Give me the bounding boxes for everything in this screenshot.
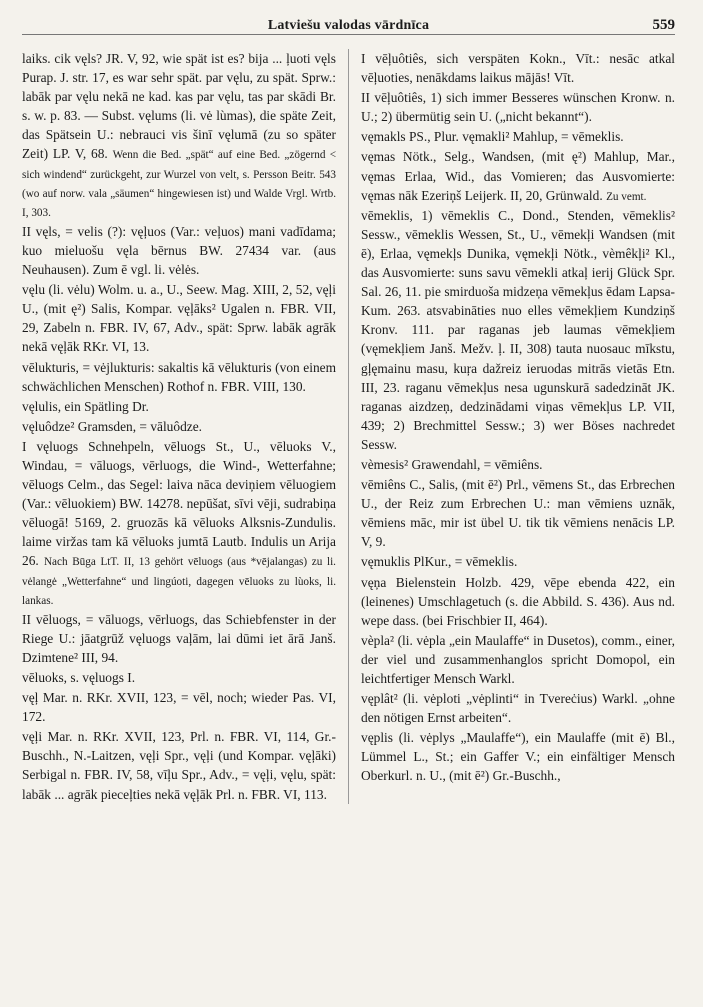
entry-veplat: vęplât² (li. vėploti „vėplinti“ in Tvereċius) Warkl. „ohne den nötigen Ernst arbeiten“. bbox=[361, 691, 675, 726]
entry-vepa: vęņa Bielenstein Holzb. 429, vēpe ebenda 422, ein (leinenes) Umschlagetuch (s. die Abbild. S. 436). Aus nd. wepe dass. (bei Frischbier II, 464). bbox=[361, 574, 675, 628]
entry-vel: vęļ Mar. n. RKr. XVII, 123, = vēl, noch; wieder Pas. VI, 172. bbox=[22, 690, 336, 725]
page-header bbox=[22, 0, 675, 35]
entry-veli: vęļi Mar. n. RKr. XVII, 123, Prl. n. FBR. VI, 114, Gr.-Buschh., N.-Laitzen, vęļi Spr., vęļi (und Kompar. vęļāki) Serbigal n. FBR. IV, 58, vīļu Spr., Adv., = vęļi, vęlu, spät: labāk ... agrāk pieceļties nekā vęļāk Prl. n. FBR. VI, 113. bbox=[22, 729, 336, 802]
etymology-note: Wenn die Bed. „spät“ auf eine Bed. „zögernd < sich windend“ zurückgeht, zur Wurzel von velt, s. Persson Beitr. 543 (wo auf norw. vala „säumen“ hingewiesen ist) und Walde Vrgl. Wrtb. I, 303. bbox=[22, 149, 336, 219]
entry-vels-ii: II vęls, = velis (?): vęļuos (Var.: veļuos) mani vadīdama; kuo mieluošu vęla bērnus BW. 27434 var. (aus Neuhausen). Zum ē vgl. li. vėlės. bbox=[22, 223, 336, 278]
etymology-note: Zu vemt. bbox=[606, 190, 647, 203]
entry-velu: vęlu (li. vėlu) Wolm. u. a., U., Seew. Mag. XIII, 2, 52, vęļi U., (mit ę²) Salis, Kompar. vęļāks² Ugalen n. FBR. VII, 29, Zabeln n. FBR. IV, 67, Adv., spät: Sprw. labāk agrāk nekā vęļāk RKr. VI, 13. bbox=[22, 282, 336, 355]
two-column-body bbox=[22, 49, 675, 804]
entry-vemas: vęmas Nötk., Selg., Wandsen, (mit ę²) Mahlup, Mar., vęmas Erlaa, Wid., das Vomieren; das Ausvomierte: vęmas nāk Ezeriņš Leijerk. II, 20, Grünwald. Zu vemt. bbox=[361, 149, 675, 203]
entry-vels-cont: laiks. cik vęls? JR. V, 92, wie spät ist es? bija ... ļuoti vęls Purap. J. str. 17, es war sehr spät. par vęlu, zu spät. Sprw.: labāk par vęlu nekā ne kad. kas par vęlu, tas par skādi Br. s. w. p. 83. — Subst. vęlums (li. vė lùmas), die späte Zeit, das Spätsein U.: nebrauci vis šinī vęlumā (zu so später Zeit) LP. V, 68. Wenn die Bed. „spät“ auf eine Bed. „zögernd < sich windend“ zurückgeht, zur Wurzel von velt, s. Persson Beitr. 543 (wo auf norw. vala „säumen“ hingewiesen ist) und Walde Vrgl. Wrtb. I, 303. bbox=[22, 51, 336, 219]
entry-veluodze: vęluôdze² Gramsden, = vāluôdze. bbox=[22, 418, 203, 434]
entry-vepla: vèpla² (li. vėpla „ein Maulaffe“ in Dusetos), comm., einer, der viel und zusammenhanglos spricht Domopol, ein leichtfertiger Mensch Warkl. bbox=[361, 632, 675, 686]
entry-vemuklis: vęmuklis PlKur., = vēmeklis. bbox=[361, 554, 518, 570]
entry-vemesis: vèmesis² Grawendahl, = vēmiêns. bbox=[361, 456, 543, 472]
left-column bbox=[22, 49, 349, 804]
entry-veluoks: vēluoks, s. vęluogs I. bbox=[22, 670, 136, 685]
entry-veluogs-ii: II vēluogs, = vāluogs, vērluogs, das Schiebfenster in der Riege U.: jāatgrūž vęluogs vaļām, lai dūmi iet ārā Janš. Dzimtene² III, 94. bbox=[22, 611, 336, 665]
entry-velulis: vęlulis, ein Spätling Dr. bbox=[22, 398, 149, 414]
entry-veluogs-i: I vęluogs Schnehpeln, vēluogs St., U., vēluoks V., Windau, = vāluogs, vērluogs, die Wind-, Wetterfahne; vēluogs Celm., das Segel: laiva nāca deviņiem vēluogiem (Var.: vēluokiem) BW. 14278. nepūšat, sīvi vēji, sudrabiņa vēluogā! 5169, 2. gruozās kā vēluoks Alksnis-Zundulis. laime viržas tam kā vēluoks jumtā Lautb. Indulis un Arija 26. Nach Būga LtT. II, 13 gehört vēluogs (aus *vējalangas) zu li. vėlangė „Wetterfahne“ und lingúoti, dagegen vēluoks zu lùoks, li. lankas. bbox=[22, 438, 336, 607]
entry-veluoties-i: I vēļuôtiês, sich verspäten Kokn., Vīt.: nesāc atkal vēļuoties, nenākdams laikus mājās! Vīt. bbox=[361, 51, 675, 86]
running-title: Latviešu valodas vārdnīca bbox=[267, 18, 430, 33]
entry-vemakls: vęmakls PS., Plur. vęmakli² Mahlup, = vēmeklis. bbox=[361, 129, 624, 145]
etymology-note: Nach Būga LtT. II, 13 gehört vēluogs (aus *vējalangas) zu li. vėlangė „Wetterfahne“ und lingúoti, dagegen vēluoks zu lùoks, li. lankas. bbox=[22, 556, 336, 607]
right-column bbox=[349, 49, 675, 804]
entry-velukturis: vēlukturis, = vėjlukturis: sakaltis kā vēlukturis (von einem schwächlichen Menschen) Rothof n. FBR. VIII, 130. bbox=[22, 359, 336, 394]
entry-vemeklis: vēmeklis, 1) vēmeklis C., Dond., Stenden, vēmeklis² Sessw., vēmeklis Wessen, St., U., vēmekļi Wandsen (mit ē), Erlaa, vęmekļs Dunika, vęmekļi Nötk., vèmêkļi² Kl., das Ausvomierte: suns savu vēmekli atkaļ ierij Glück Spr. Sal. 26, 11. pie smirduoša midzeņa vēmekļus ēdam Lapsa-Kum. 263. atsvabināties nuo elles vēmekļiem Kundziņš Kronv. 111. par raganas jeb laumas vēmekļiem (vęmekļiem Janš. Mežv. ļ. II, 308) tauta nuosauc mīkstu, gļęmainu masu, kuŗa dažreiz ieruodas mitrās vietās Etn. III, 23. raganu vēmekļus nesa ugunskurā sadedzināt JK. raganas aizdzeņ, dedzinādami viņas vēmekļus LP. VII, 439; 2) Brechmittel Sessw.; 3) wer Böses nachredet Sessw. bbox=[361, 207, 675, 452]
entry-vemiens: vēmiêns C., Salis, (mit ē²) Prl., vēmens St., das Erbrechen U., der Reiz zum Erbrechen U.: man vēmiens uznāk, vēmiens māc, mir ist übel U. tik tik vēmiens nenācis LP. V, 9. bbox=[361, 477, 675, 550]
page-number: 559 bbox=[652, 17, 675, 33]
entry-veluoties-ii: II vēļuôtiês, 1) sich immer Besseres wünschen Kronw. n. U.; 2) übermütig sein U. („nicht bekannt“). bbox=[361, 90, 675, 125]
entry-veplis: vęplis (li. vėplys „Maulaffe“), ein Maulaffe (mit ē) Bl., Lümmel L., St.; ein Gaffer V.; ein einfältiger Mensch Oberkurl. n. U., (mit ē²) Gr.-Buschh., bbox=[361, 730, 675, 784]
